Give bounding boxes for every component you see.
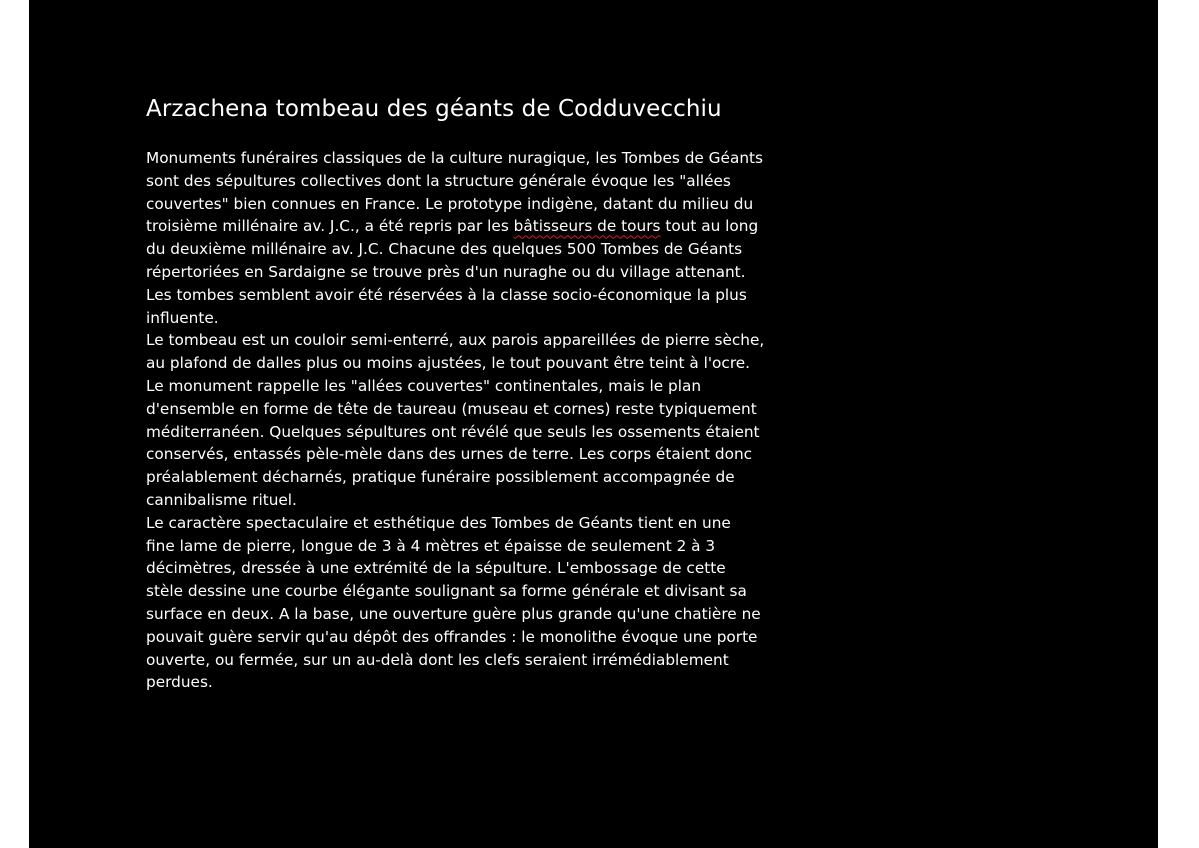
text-line: fine lame de pierre, longue de 3 à 4 mètres et épaisse de seulement 2 à 3	[146, 536, 716, 555]
text-line: Le tombeau est un couloir semi-enterré, aux parois appareillées de pierre sèche,	[146, 331, 765, 350]
text-segment: tout au long	[660, 217, 759, 236]
text-line: ouverte, ou fermée, sur un au-delà dont les clefs seraient irrémédiablement	[146, 650, 729, 669]
text-line: cannibalisme rituel.	[146, 490, 297, 509]
text-line: conservés, entassés pèle-mèle dans des urnes de terre. Les corps étaient donc	[146, 445, 753, 464]
text-line: du deuxième millénaire av. J.C. Chacune des quelques 500 Tombes de Géants	[146, 240, 743, 259]
text-line: répertoriées en Sardaigne se trouve près d'un nuraghe ou du village attenant.	[146, 262, 746, 281]
text-segment: troisième millénaire av. J.C., a été repris par les	[146, 217, 514, 236]
text-content	[146, 91, 806, 694]
text-line: Le monument rappelle les "allées couvertes" continentales, mais le plan	[146, 376, 702, 395]
text-line: perdues.	[146, 673, 213, 692]
text-line: au plafond de dalles plus ou moins ajustées, le tout pouvant être teint à l'ocre.	[146, 354, 751, 373]
text-line: Les tombes semblent avoir été réservées à la classe socio-économique la plus	[146, 285, 747, 304]
text-line: pouvait guère servir qu'au dépôt des offrandes : le monolithe évoque une porte	[146, 627, 758, 646]
text-line: surface en deux. A la base, une ouverture guère plus grande qu'une chatière ne	[146, 604, 761, 623]
body-text	[146, 147, 806, 694]
text-line-with-spellcheck	[146, 215, 806, 238]
page-title: Arzachena tombeau des géants de Codduvecchiu	[146, 96, 722, 122]
slide-page	[29, 0, 1158, 848]
text-line: méditerranéen. Quelques sépultures ont révélé que seuls les ossements étaient	[146, 422, 760, 441]
text-line: stèle dessine une courbe élégante soulignant sa forme générale et divisant sa	[146, 582, 747, 601]
text-line: décimètres, dressée à une extrémité de la sépulture. L'embossage de cette	[146, 559, 726, 578]
text-line: influente.	[146, 308, 219, 327]
text-line: Monuments funéraires classiques de la culture nuragique, les Tombes de Géants	[146, 149, 763, 167]
text-line: sont des sépultures collectives dont la structure générale évoque les "allées	[146, 171, 731, 190]
text-line: préalablement décharnés, pratique funéraire possiblement accompagnée de	[146, 468, 735, 487]
spellcheck-underlined-word[interactable]: bâtisseurs de tours	[513, 217, 661, 236]
text-line: Le caractère spectaculaire et esthétique des Tombes de Géants tient en une	[146, 513, 731, 532]
text-line: couvertes" bien connues en France. Le prototype indigène, datant du milieu du	[146, 194, 754, 213]
text-line: d'ensemble en forme de tête de taureau (museau et cornes) reste typiquement	[146, 399, 757, 418]
